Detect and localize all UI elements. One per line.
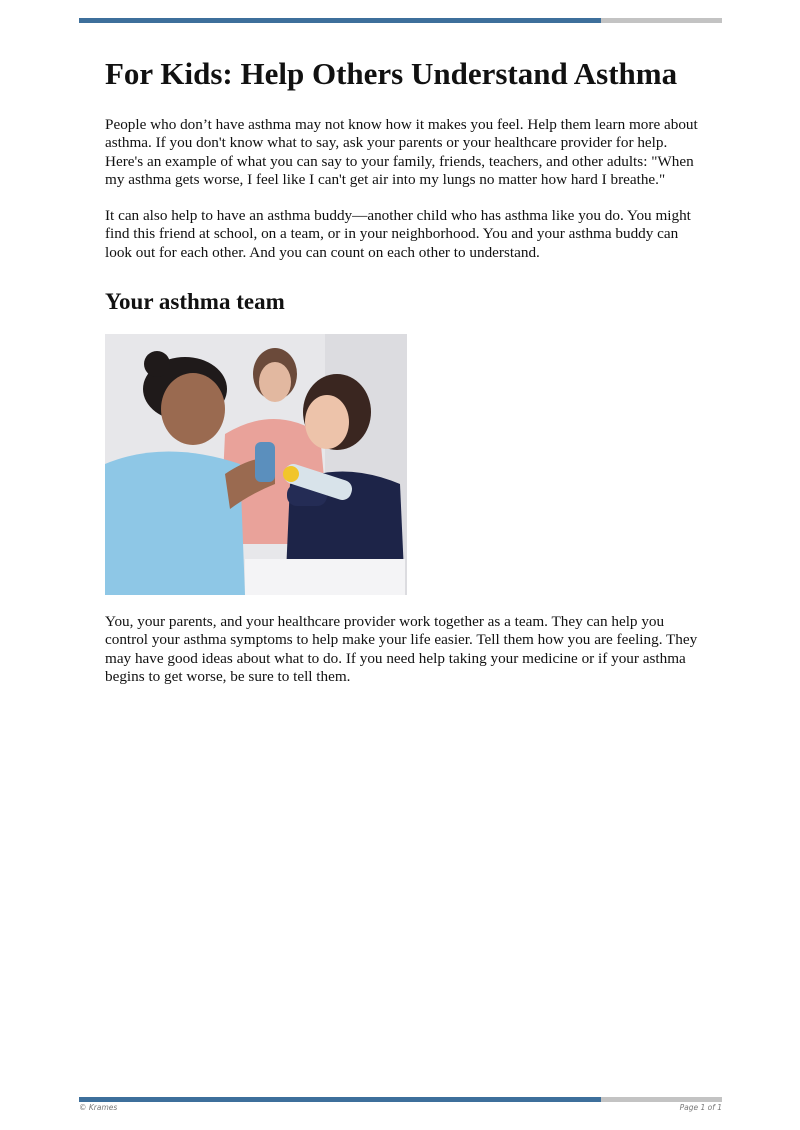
intro-paragraph-1: People who don’t have asthma may not know how it makes you feel. Help them learn more about asthma. If you don't know what to say, ask your parents or your healthcare provider for help. Here's an example of what you can say to your family, friends, teachers, and other adults: "When my asthma gets worse, I feel like I can't get air into my lungs no matter how hard I breathe." <box>105 116 698 188</box>
footer-rule <box>79 1097 722 1102</box>
footer-rule-gray <box>601 1097 722 1102</box>
footer-rule-blue <box>79 1097 601 1102</box>
footer-copyright: © Krames <box>79 1103 118 1112</box>
asthma-team-photo <box>105 334 407 595</box>
header-rule <box>79 18 722 23</box>
header-rule-gray <box>601 18 722 23</box>
page-title: For Kids: Help Others Understand Asthma <box>105 56 678 91</box>
intro-paragraph-2: It can also help to have an asthma buddy—another child who has asthma like you do. You might find this friend at school, on a team, or in your neighborhood. You and your asthma buddy can look out for each other. And you can count on each other to understand. <box>105 207 691 261</box>
document-body <box>105 55 705 704</box>
footer-page-number: Page 1 of 1 <box>679 1103 722 1112</box>
photo-illustration <box>105 334 407 595</box>
header-rule-blue <box>79 18 601 23</box>
section-paragraph: You, your parents, and your healthcare provider work together as a team. They can help you control your asthma symptoms to help make your life easier. Tell them how you are feeling. They may have good ideas about what to do. If you need help taking your medicine or if your asthma begins to get worse, be sure to tell them. <box>105 613 698 685</box>
section-heading: Your asthma team <box>105 289 285 315</box>
